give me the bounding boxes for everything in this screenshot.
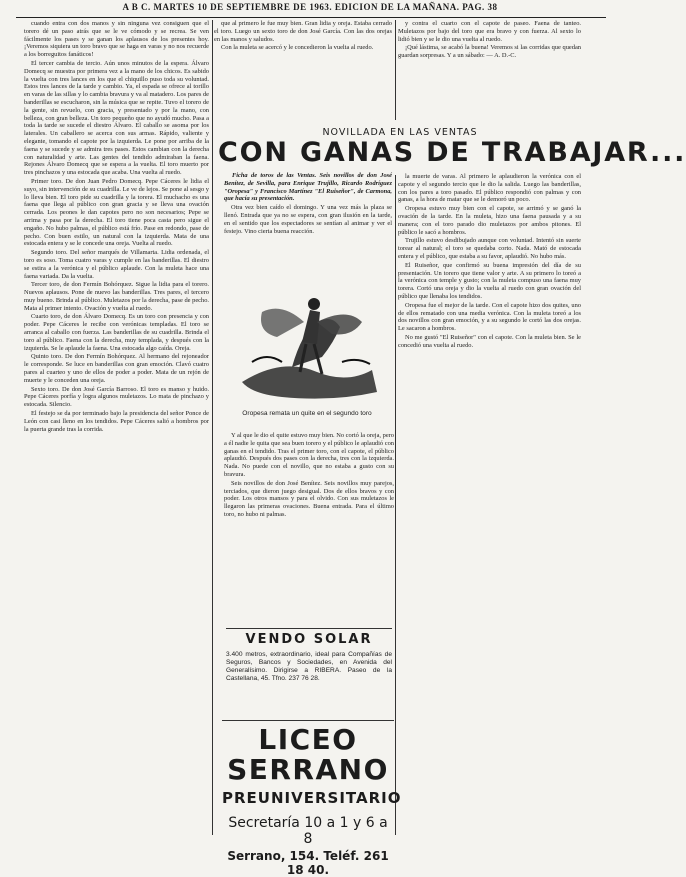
continuation-paragraph: Seis novillos de don José Benítez. Seis novillos muy parejos, terciados, que dieron juego desigual. Dos de ellos bravos y con poder. Los otros mansos y para el olvido. Con sus muletazos le llegaron las primeras ovaciones. Buena entrada. Para el último toro, no hubo ni palmas. xyxy=(224,479,394,518)
column-divider xyxy=(395,20,396,120)
left-paragraph: El tercer cambia de tercio. Aún unos minutos de la espera. Álvaro Domecq se muestra por primera vez a la mano de los chicos. Es sabido la vuelta con tres lances en los que el chiquillo puso toda su voluntad. Estos tres lances de la tarde y cambio. Ya, el espada se ofrece al torillo en varas de las sillas y lo cambia bravura y va al matadero. Los pares de banderillas se escucharon, sin la música que se repite. Tuvo el torero de la gente, sin revuelo, con gracia, y presentado y por la mano, con belleza, con gran belleza. Un toro pequeño que no ayudó mucho. Pasa a toda la tarde se sucede el diestro Álvaro. El caballo se asoma por los laterales. Un caballero se acerca con sus armas. Rápido, valiente y elegante, tomando el capote por la izquierda. Le pone por arriba de la faena y se sucede y se admira tres pases. Estos cambian con la derecha con naturalidad y arte. Las gentes del tendido admiraban la faena. Rejones Álvaro Domecq que se espera a la vuelta. El toro muerto por tres pinchazos y una estocada que acaba. Una vuelta al ruedo. xyxy=(24,59,209,177)
left-paragraph: El festejo se da por terminado bajo la presidencia del señor Ponce de León con casi lleno en los tendidos. Pepe Cáceres salió a hombros por la puerta grande tras la corrida. xyxy=(24,410,209,433)
right-paragraph: Oropesa estuvo muy bien con el capote, se arrimó y se ganó la ovación de la tarde. En la muleta, hizo una faena pausada y a su manera; con el toro parado dio muletazos por ambos pitones. El público le sacó a hombros. xyxy=(398,205,581,236)
continuation-paragraph: Y al que le dio el quite estuvo muy bien. No cortó la oreja, pero a él nadie le quita que sea buen torero y el público le aplaudió con ganas en el tendido. Tras el primer toro, con el capote, el público aplaudió. Después dos pases con la derecha, tres con la izquierda. Nada. No puede con el novillo, que no estaba a gusto con su bravura. xyxy=(224,432,394,478)
article-kicker: NOVILLADA EN LAS VENTAS xyxy=(322,127,478,138)
right-paragraph: El Ruiseñor, que confirmó su buena impresión del día de su presentación. Un torero que tiene valor y arte. A su primero lo toreó a la verónica con temple y gusto; con la muleta compuso una faena muy torera. Cortó una oreja y dio la vuelta al ruedo con gran ovación del público que llenaba los tendidos. xyxy=(398,261,581,300)
liceo-address: Serrano, 154. Teléf. 261 18 40. xyxy=(227,849,389,877)
liceo-hours: Secretaría 10 a 1 y 6 a 8 xyxy=(228,815,388,847)
left-paragraph: Cuarto toro, de don Álvaro Domecq. Es un toro con presencia y con poder. Pepe Cáceres le recibe con verónicas templadas. El toro se arranca al caballo con fuerza. Las banderillas de su cuadrilla. Brinda el toro al público. Faena con la derecha, muy templada, y después con la izquierda. Se le aplaude la faena. Una estocada algo caída. Oreja. xyxy=(24,313,209,352)
right-paragraph: No me gustó "El Ruiseñor" con el capote. Con la muleta bien. Se le concedió una vuelta al ruedo. xyxy=(398,333,581,349)
right-paragraph: Trujillo estuvo desdibujado aunque con voluntad. Intentó sin suerte torear al natural; el toro se quedaba corto. Nada. Mató de estocada entera y el público, que estaba a su favor, aplaudió. No hubo más. xyxy=(398,237,581,260)
left-paragraph: Quinto toro. De don Fermín Bohórquez. Al hermano del rejoneador le corresponde. Se luce en banderillas con gran emoción. Clavó cuatro pares al cuarteo y uno de ellos de poder a poder. Mata de un rejón de muerte y le conceden una oreja. xyxy=(24,353,209,384)
liceo-name: LICEO SERRANO xyxy=(227,723,389,786)
left-paragraph: Tercer toro, de don Fermín Bohórquez. Sigue la lidia para el torero. Nuevos aplausos. Pone de nuevo las banderillas. Tres pares, el tercero muy bueno. Brinda al público. Muletazos por la derecha, pase de pecho. Mata al primer intento. Ovación y vuelta al ruedo. xyxy=(24,281,209,312)
right-top-text xyxy=(398,20,581,112)
right-paragraph: la muerte de varas. Al primero le aplaudieron la verónica con el capote y el segundo tercio que le dio la salida. Luego las banderillas, con los pares a toro pasado. El público respondió con palmas y con ganas, a la hora de matar que se le demoró un poco. xyxy=(398,173,581,204)
article-summary: Ficha de toros de las Ventas. Seis novillos de don José Benítez, de Sevilla, para Enrique Trujillo, Ricardo Rodríguez "Oropesa" y Francisco Martínez "El Ruiseñor", de Carmona, que hacía su presentación. xyxy=(224,172,392,203)
article-intro xyxy=(224,172,392,258)
vendo-solar-ad xyxy=(226,628,392,717)
article-continuation xyxy=(224,432,394,614)
column-divider xyxy=(395,175,396,835)
right-top-paragraph: ¡Qué lástima, se acabó la buena! Veremos si las corridas que quedan guardan sorpresas. Y a un sábado: — A. D.-C. xyxy=(398,44,581,60)
illustration-caption: Oropesa remata un quite en el segundo toro xyxy=(242,410,372,417)
left-paragraph: Sexto toro. De don José García Barroso. El toro es manso y huido. Pepe Cáceres porfía y logra algunos muletazos. Lo mata de pinchazo y estocada. Silencio. xyxy=(24,385,209,409)
left-paragraph: Segundo toro. Del señor marqués de Villamarta. Lidia ordenada, el toro es soso. Toma cuatro varas y cumple en las banderillas. El diestro se estira a la verónica y el público aplaude. Con la muleta hace una faena variada. Da la vuelta. xyxy=(24,249,209,280)
middle-top-text xyxy=(214,20,392,52)
right-column xyxy=(398,173,581,835)
middle-paragraph: que al primero le fue muy bien. Gran lidia y oreja. Estaba cerrado el toro. Luego un sexto toro de don José García. Con las dos orejas en las manos y saludos. xyxy=(214,20,392,43)
left-column xyxy=(24,20,209,835)
vendo-solar-body: 3.400 metros, extraordinario, ideal para Compañías de Seguros, Bancos y Sociedades, en Avenida del Generalísimo. Dirigirse a RIBERA. Paseo de la Castellana, 45. Tfno. 237 76 28. xyxy=(226,651,392,682)
masthead-rule xyxy=(16,17,606,18)
right-top-paragraph: y contra el cuarto con el capote de paseo. Faena de tanteo. Muletazos por bajo del toro que era bravo y con fuerza. Al sexto lo lidió bien y se le dio una vuelta al ruedo. xyxy=(398,20,581,43)
article-lead: Otra vez bien caído el domingo. Y una vez más la plaza se llenó. Entrada que ya no se espera, con gran ilusión en la tarde, en el sentido que los espectadores se sentían al animar y ver el festejo. Vino cierta buena reacción. xyxy=(224,204,392,235)
page-masthead: A B C. MARTES 10 DE SEPTIEMBRE DE 1963. EDICION DE LA MAÑANA. PAG. 38 xyxy=(122,2,498,12)
liceo-subtitle: PREUNIVERSITARIO xyxy=(222,789,402,807)
column-divider xyxy=(212,20,213,835)
right-paragraph: Oropesa fue el mejor de la tarde. Con el capote hizo dos quites, uno de ellos rematado con una media verónica. Con la muleta toreó a los dos novillos con gran emoción, y a su segundo le cortó las dos orejas. Le sacaron a hombros. xyxy=(398,301,581,333)
bullfight-illustration xyxy=(222,262,392,412)
liceo-serrano-ad xyxy=(222,720,402,877)
matador-drawing xyxy=(222,262,392,412)
left-paragraph: Primer toro. De don Juan Pedro Domecq. Pepe Cáceres le lidia el suyo, sin intervención de su cuadrilla. Le ve de lejos. Se pone al sesgo y lo lleva bien. El toro pide su cuadrilla y la torera. El muchacho es una faena que llega al público con gran gracia y se lleva una ovación cerrada. Los peones le dan capotes pero no son necesarios; Pepe se arrima y pasa por la derecha. El toro tiene poca casta pero sigue el engaño. No hubo palmas, el público está frío. Pase en redondo, pase de pecho. Con buen estilo, un natural con la izquierda. Mata de una estocada entera y se le concede una oreja. Vuelta al ruedo. xyxy=(24,177,209,248)
left-paragraph: cuando entra con dos manos y sin ninguna vez consiguen que el torero dé un paso atrás que se le ve cómodo y se recrea. Se ven fácilmente los pases y se ganan los aplausos de los presentes hoy. ¡Veremos siquiera un toro bravo que se haga en varas y no nos recuerde a los borreguitos fanáticos! xyxy=(24,20,209,59)
article-headline: CON GANAS DE TRABAJAR... xyxy=(218,137,686,168)
vendo-solar-title: VENDO SOLAR xyxy=(245,632,373,647)
middle-paragraph: Con la muleta se acercó y le concedieron la vuelta al ruedo. xyxy=(221,44,374,52)
